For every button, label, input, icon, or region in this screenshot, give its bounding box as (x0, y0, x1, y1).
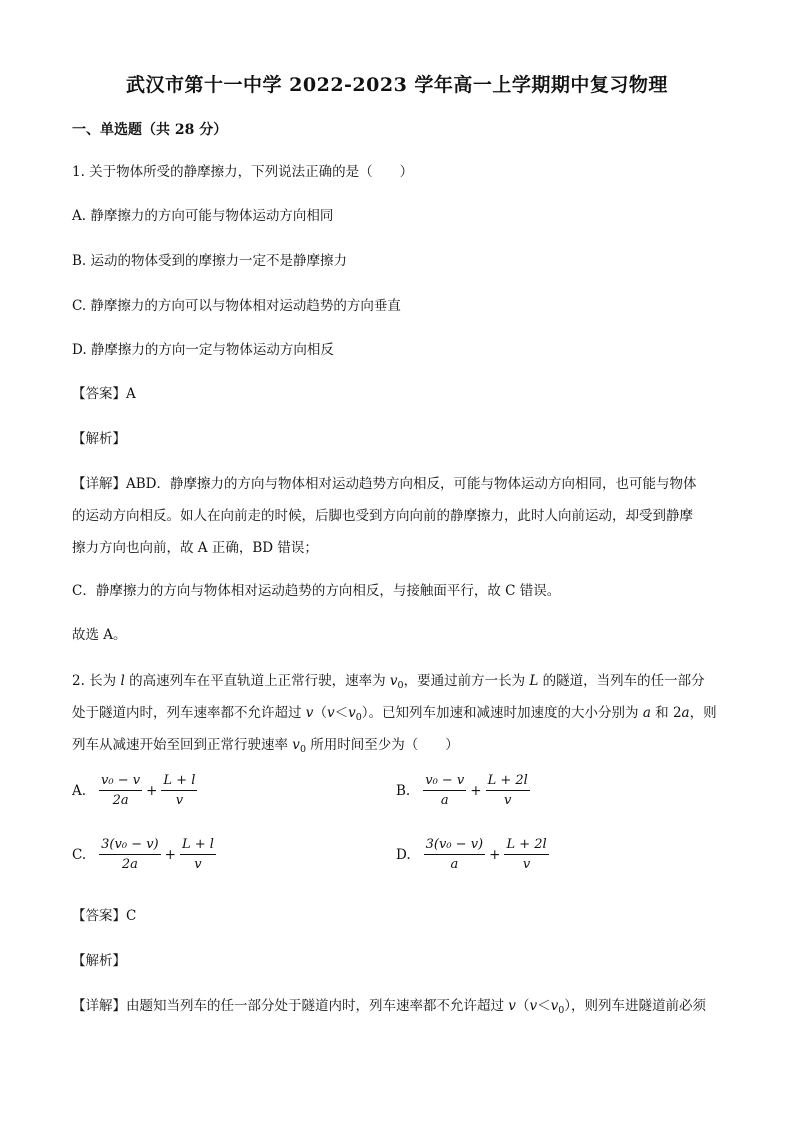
fraction: $\frac{\text{v₀ − v}}{a}$ (425, 773, 465, 808)
q1-detail-line-4: C．静摩擦力的方向与物体相对运动趋势的方向相反，与接触面平行，故 C 错误。 (72, 583, 561, 599)
q2-detail-line-1: 【详解】由题知当列车的任一部分处于隧道内时，列车速率都不允许超过 $v(v<v_0)$，则列车进隧道前必须 (72, 998, 707, 1016)
q1-detail-line-1: 【详解】ABD．静摩擦力的方向与物体相对运动趋势方向相反，可能与物体运动方向相同，也可能与物体 (72, 476, 697, 492)
q2-stem-line-2: 处于隧道内时，列车速率都不允许超过 $v(v<v_0)$。已知列车加速和减速时加速度的大小分别为 a 和 2a，则 (72, 705, 717, 723)
page-title: 武汉市第十一中学 2022-2023 学年高一上学期期中复习物理 (126, 74, 668, 96)
fraction: $\frac{\text{v₀ − v}}{2a}$ (101, 773, 141, 808)
fraction: $\frac{L + l}{v}$ (181, 837, 214, 872)
option-label: D. (396, 846, 411, 863)
q1-option-c: C. 静摩擦力的方向可以与物体相对运动趋势的方向垂直 (72, 298, 401, 314)
q1-detail-line-3: 擦力方向也向前，故 A 正确，BD 错误； (72, 540, 318, 556)
fraction: $\frac{\text{3(v₀ − v)}}{a}$ (425, 837, 484, 872)
q2-analysis-heading: 【解析】 (72, 953, 126, 969)
fraction: $\frac{L + 2l}{v}$ (487, 773, 528, 808)
fraction: $\frac{L + 2l}{v}$ (506, 837, 547, 872)
q2-option-b: B. $\frac{\text{v₀ − v}}{a}$ + $\frac{L + 2l}{v}$ (396, 773, 528, 808)
q2-option-c: C. $\frac{\text{3(v₀ − v)}}{2a}$ + $\frac{L + l}{v}$ (72, 837, 214, 872)
q2-answer: 【答案】C (72, 908, 137, 924)
q1-option-d: D. 静摩擦力的方向一定与物体运动方向相反 (72, 342, 334, 358)
option-label: A. (72, 782, 87, 799)
q1-option-a: A. 静摩擦力的方向可能与物体运动方向相同 (72, 208, 334, 224)
section-heading: 一、单选题（共 28 分） (72, 122, 228, 138)
q2-stem-line-3: 列车从减速开始至回到正常行驶速率 $v_0$ 所用时间至少为（ ） (72, 737, 459, 755)
q1-option-b: B. 运动的物体受到的摩擦力一定不是静摩擦力 (72, 253, 348, 269)
fraction: $\frac{L + l}{v}$ (163, 773, 196, 808)
q1-detail-line-2: 的运动方向相反。如人在向前走的时候，后脚也受到方向向前的静摩擦力，此时人向前运动，却受到静摩 (72, 508, 693, 524)
option-label: C. (72, 846, 87, 863)
q2-option-d: D. $\frac{\text{3(v₀ − v)}}{a}$ + $\frac{L + 2l}{v}$ (396, 837, 547, 872)
fraction: $\frac{\text{3(v₀ − v)}}{2a}$ (101, 837, 159, 872)
q1-answer: 【答案】A (72, 386, 136, 402)
option-label: B. (396, 782, 411, 799)
q1-stem: 1. 关于物体所受的静摩擦力，下列说法正确的是（ ） (72, 164, 414, 180)
q1-analysis-heading: 【解析】 (72, 431, 126, 447)
q2-stem-line-1: 2. 长为 l 的高速列车在平直轨道上正常行驶，速率为 $v_0$，要通过前方一长为 L 的隧道，当列车的任一部分 (72, 673, 705, 691)
q2-option-a: A. $\frac{\text{v₀ − v}}{2a}$ + $\frac{L + l}{v}$ (72, 773, 196, 808)
q1-conclusion: 故选 A。 (72, 627, 127, 643)
